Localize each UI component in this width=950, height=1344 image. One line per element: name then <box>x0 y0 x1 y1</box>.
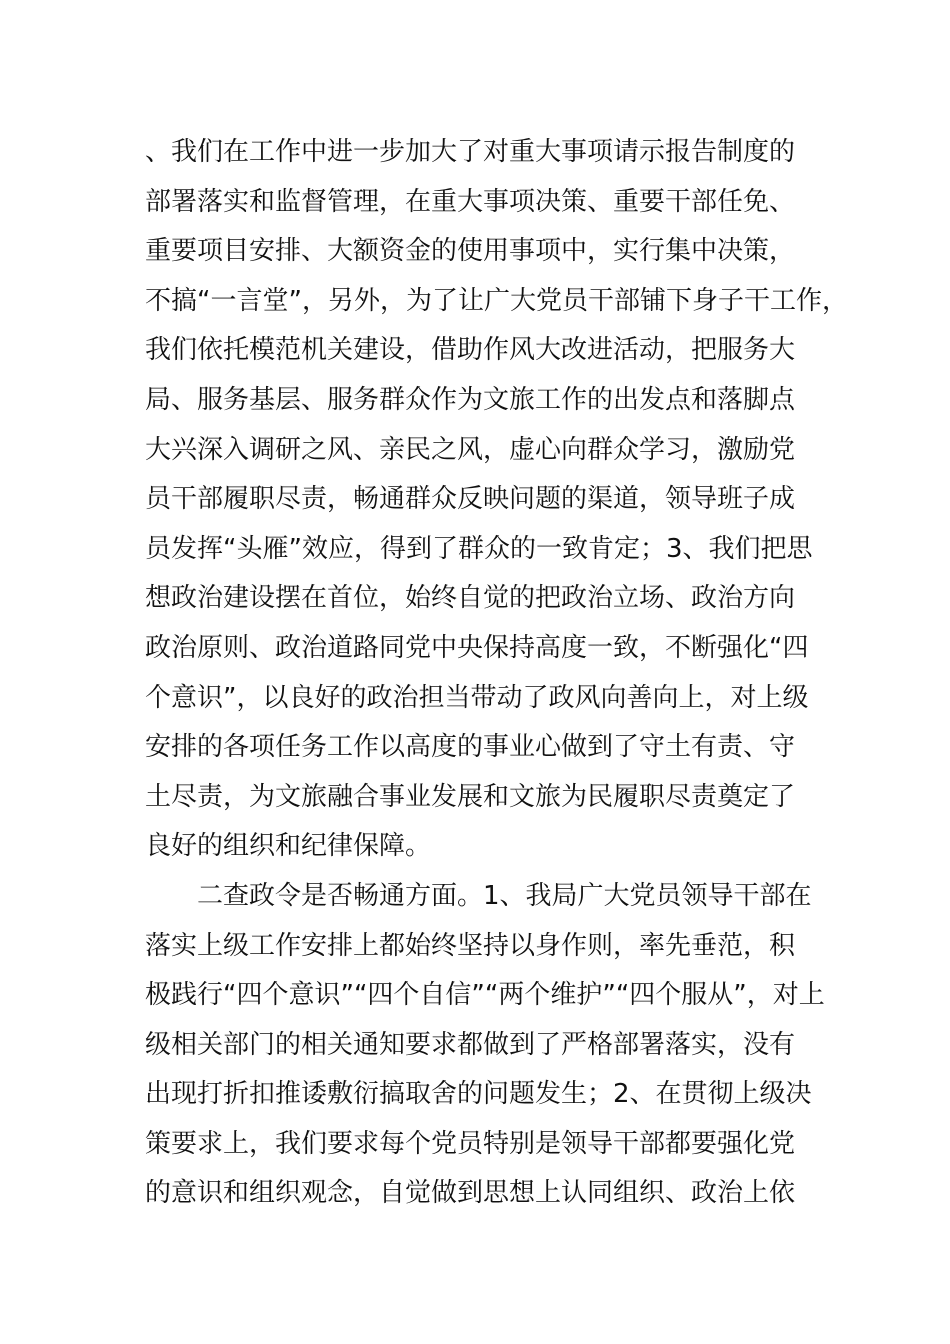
text-line: 土尽责，为文旅融合事业发展和文旅为民履职尽责奠定了 <box>145 781 796 812</box>
text-line: 出现打折扣推诿敷衍搞取舍的问题发生；2、在贯彻上级决 <box>145 1079 812 1110</box>
text-line: 策要求上，我们要求每个党员特别是领导干部都要强化党 <box>145 1128 796 1159</box>
text-line: 政治原则、政治道路同党中央保持高度一致，不断强化“四 <box>145 632 809 663</box>
text-line: 员发挥“头雁”效应，得到了群众的一致肯定；3、我们把思 <box>145 533 813 564</box>
text-line: 、我们在工作中进一步加大了对重大事项请示报告制度的 <box>145 137 796 167</box>
text-line: 的意识和组织观念，自觉做到思想上认同组织、政治上依 <box>145 1178 796 1209</box>
text-line: 不搞“一言堂”，另外，为了让广大党员干部铺下身子干工作， <box>145 285 848 316</box>
text-line: 极践行“四个意识”“四个自信”“两个维护”“四个服从”，对上 <box>145 980 825 1011</box>
text-line: 想政治建设摆在首位，始终自觉的把政治立场、政治方向 <box>145 583 796 614</box>
text-line: 我们依托模范机关建设，借助作风大改进活动，把服务大 <box>145 335 796 366</box>
text-line: 大兴深入调研之风、亲民之风，虚心向群众学习，激励党 <box>145 434 796 465</box>
text-line: 重要项目安排、大额资金的使用事项中，实行集中决策， <box>145 236 796 267</box>
text-line: 部署落实和监督管理，在重大事项决策、重要干部任免、 <box>145 186 796 217</box>
text-line: 级相关部门的相关通知要求都做到了严格部署落实，没有 <box>145 1029 796 1060</box>
text-line: 良好的组织和纪律保障。 <box>145 831 432 862</box>
text-line: 个意识”，以良好的政治担当带动了政风向善向上，对上级 <box>145 682 809 713</box>
text-line: 局、服务基层、服务群众作为文旅工作的出发点和落脚点 <box>145 384 796 415</box>
paragraph-start-line: 二查政令是否畅通方面。1、我局广大党员领导干部在 <box>197 880 812 911</box>
text-line: 落实上级工作安排上都始终坚持以身作则，率先垂范，积 <box>145 930 796 961</box>
body-text <box>145 128 848 1219</box>
text-line: 员干部履职尽责，畅通群众反映问题的渠道，领导班子成 <box>145 484 796 515</box>
text-line: 安排的各项任务工作以高度的事业心做到了守土有责、守 <box>145 732 796 763</box>
